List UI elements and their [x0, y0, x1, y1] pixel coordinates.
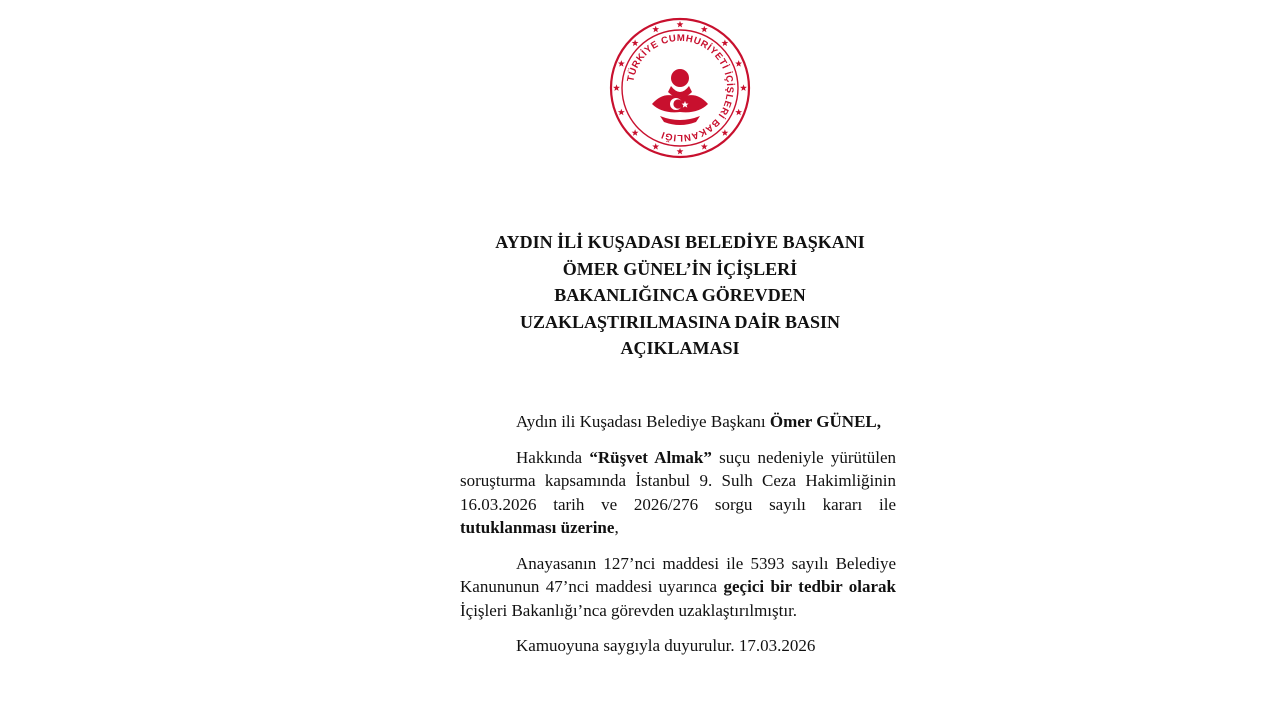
paragraph-suspension — [460, 552, 896, 623]
seal-star-icon — [677, 21, 684, 28]
seal-star-icon — [721, 129, 728, 136]
paragraph-text: , — [614, 518, 619, 537]
press-release-title — [440, 229, 920, 362]
seal-star-icon — [618, 109, 625, 116]
mayor-name: Ömer GÜNEL, — [769, 412, 881, 431]
title-line: BAKANLIĞINCA GÖREVDEN — [554, 285, 806, 305]
seal-star-icon — [632, 40, 639, 47]
seal-star-icon — [613, 84, 620, 91]
paragraph-text: İçişleri Bakanlığı’nca görevden uzaklaştırılmıştır. — [460, 600, 798, 620]
title-line: UZAKLAŞTIRILMASINA DAİR BASIN — [519, 311, 841, 332]
seal-star-icon — [632, 129, 639, 136]
arrest-text: tutuklanması üzerine — [460, 518, 615, 537]
seal-star-icon — [701, 26, 708, 33]
seal-star-icon — [701, 143, 708, 150]
seal-star-icon — [677, 148, 684, 155]
paragraph-text: Hakkında — [516, 447, 590, 467]
title-line: AÇIKLAMASI — [620, 338, 740, 358]
closing-line: Kamuoyuna saygıyla duyurulur. 17.03.2026 — [516, 636, 816, 655]
seal-star-icon — [652, 143, 659, 150]
press-release-body — [460, 410, 896, 658]
seal-star-icon — [735, 60, 742, 67]
seal-star-icon — [735, 109, 742, 116]
seal-star-icon — [652, 26, 659, 33]
paragraph-subject — [460, 410, 896, 434]
seal-star-icon — [740, 84, 747, 91]
temporary-measure-text: geçici bir tedbir olarak — [723, 577, 896, 596]
title-line: ÖMER GÜNEL’İN İÇİŞLERİ — [562, 258, 798, 279]
title-line: AYDIN İLİ KUŞADASI BELEDİYE BAŞKANI — [495, 232, 865, 252]
ministry-seal-logo — [608, 16, 752, 160]
paragraph-text: Aydın ili Kuşadası Belediye Başkanı — [516, 412, 770, 431]
paragraph-text: Anayasanın 127’nci maddesi ile 5393 sayılı Belediye Kanununun 47’nci maddesi uyarınca — [460, 553, 896, 596]
paragraph-arrest — [460, 446, 896, 540]
svg-text:TÜRKİYE CUMHURİYETİ İÇİŞLERİ B: TÜRKİYE CUMHURİYETİ İÇİŞLERİ BAKANLIĞI — [625, 32, 736, 144]
charge-text: “Rüşvet Almak” — [589, 447, 712, 467]
paragraph-text: suçu nedeniyle yürütülen soruşturma kapsamında İstanbul 9. Sulh Ceza Hakimliğinin 16.03.2026 tarih ve 2026/276 sorgu sayılı kararı ile — [460, 447, 897, 514]
seal-star-icon — [618, 60, 625, 67]
seal-star-icon — [721, 40, 728, 47]
